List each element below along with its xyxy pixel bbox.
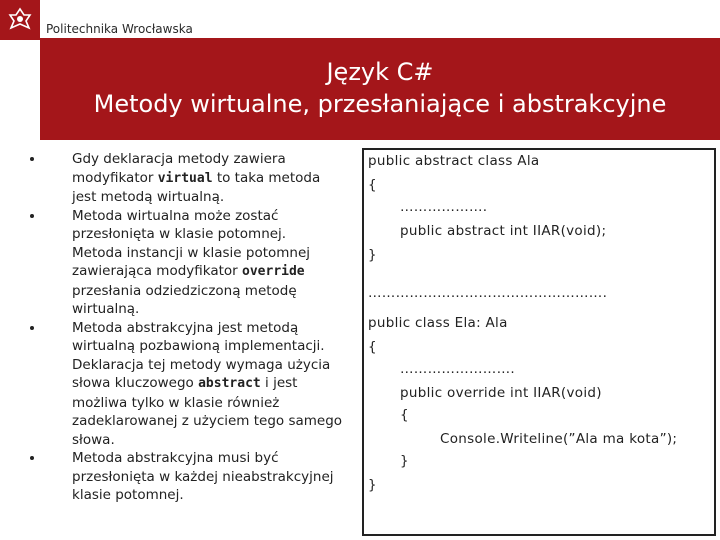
bullet-line — [72, 337, 360, 356]
code-line: ……………………………………………. — [368, 285, 608, 301]
code-line: { — [368, 339, 377, 355]
bullet-item — [30, 150, 360, 207]
bullet-line — [72, 394, 360, 413]
bullet-line — [72, 262, 360, 282]
bullet-text: przesłonięta w każdej nieabstrakcyjnej — [72, 468, 334, 485]
header-bar — [0, 0, 720, 36]
bullet-line — [72, 412, 360, 431]
bullet-line — [72, 374, 360, 394]
bullet-text: słowa kluczowego — [72, 375, 199, 391]
bullet-text: klasie potomnej. — [72, 487, 184, 503]
bullet-item — [30, 319, 360, 450]
bullet-text: zawierająca modyfikator — [72, 263, 243, 279]
bullet-text: przesłania odziedziczoną metodę — [72, 282, 297, 299]
bullet-line — [72, 169, 360, 189]
code-line: public class Ela: Ala — [368, 315, 508, 331]
bullet-text: Metoda instancji w klasie potomnej — [72, 244, 311, 261]
bullet-dot-icon — [30, 157, 34, 161]
bullet-text: Metoda abstrakcyjna musi być — [72, 450, 279, 466]
bullet-line — [72, 431, 360, 450]
bullet-text: i jest — [260, 375, 298, 391]
bullet-text: wirtualną. — [72, 301, 140, 317]
keyword: override — [242, 264, 305, 279]
bullet-text: możliwa tylko w klasie również — [72, 394, 280, 411]
bullet-line — [72, 207, 360, 226]
bullet-list — [30, 150, 360, 505]
bullet-line — [72, 486, 360, 505]
bullet-text: jest metodą wirtualną. — [72, 189, 225, 205]
keyword: abstract — [198, 376, 261, 391]
bullet-line — [72, 188, 360, 207]
bullet-line — [72, 150, 360, 169]
bullet-line — [72, 449, 360, 468]
bullet-text: modyfikator — [72, 169, 158, 186]
bullet-dot-icon — [30, 214, 34, 218]
code-line: ……………………. — [400, 361, 515, 377]
code-line: } — [368, 477, 377, 493]
slide-title — [40, 56, 720, 120]
code-line: { — [400, 407, 409, 423]
bullet-line — [72, 300, 360, 319]
code-line: ………………. — [400, 199, 488, 215]
code-line: Console.Writeline(”Ala ma kota”); — [440, 431, 678, 447]
code-line: { — [368, 177, 377, 193]
university-emblem-icon — [0, 0, 40, 40]
slide-title-line-2: Metody wirtualne, przesłaniające i abstrakcyjne — [93, 90, 667, 118]
code-line: } — [400, 453, 409, 469]
bullet-item — [30, 449, 360, 505]
bullet-line — [72, 244, 360, 263]
bullet-text: zadeklarowanej z użyciem tego samego — [72, 413, 343, 429]
slide-title-line-1: Język C# — [326, 58, 434, 86]
code-line: } — [368, 247, 377, 263]
bullet-dot-icon — [30, 326, 34, 330]
bullet-text: to taka metoda — [212, 169, 321, 186]
bullet-text: Gdy deklaracja metody zawiera — [72, 151, 286, 167]
bullet-line — [72, 468, 360, 487]
code-line: public override int IIAR(void) — [400, 385, 602, 401]
bullet-text: Deklaracja tej metody wymaga użycia — [72, 356, 331, 373]
bullet-line — [72, 225, 360, 244]
bullet-text: przesłonięta w klasie potomnej. — [72, 226, 287, 242]
university-logo-text: Politechnika Wrocławska — [46, 22, 193, 36]
code-line: public abstract int IIAR(void); — [400, 223, 607, 239]
bullet-line — [72, 356, 360, 375]
bullet-line — [72, 282, 360, 301]
bullet-item — [30, 207, 360, 319]
bullet-text: wirtualną pozbawioną implementacji. — [72, 338, 325, 354]
bullet-line — [72, 319, 360, 338]
bullet-text: słowa. — [72, 431, 115, 448]
code-line: public abstract class Ala — [368, 153, 540, 169]
bullet-text: Metoda abstrakcyjna jest metodą — [72, 319, 299, 336]
keyword: virtual — [157, 170, 213, 186]
bullet-dot-icon — [30, 456, 34, 460]
bullet-text: Metoda wirtualna może zostać — [72, 207, 279, 224]
